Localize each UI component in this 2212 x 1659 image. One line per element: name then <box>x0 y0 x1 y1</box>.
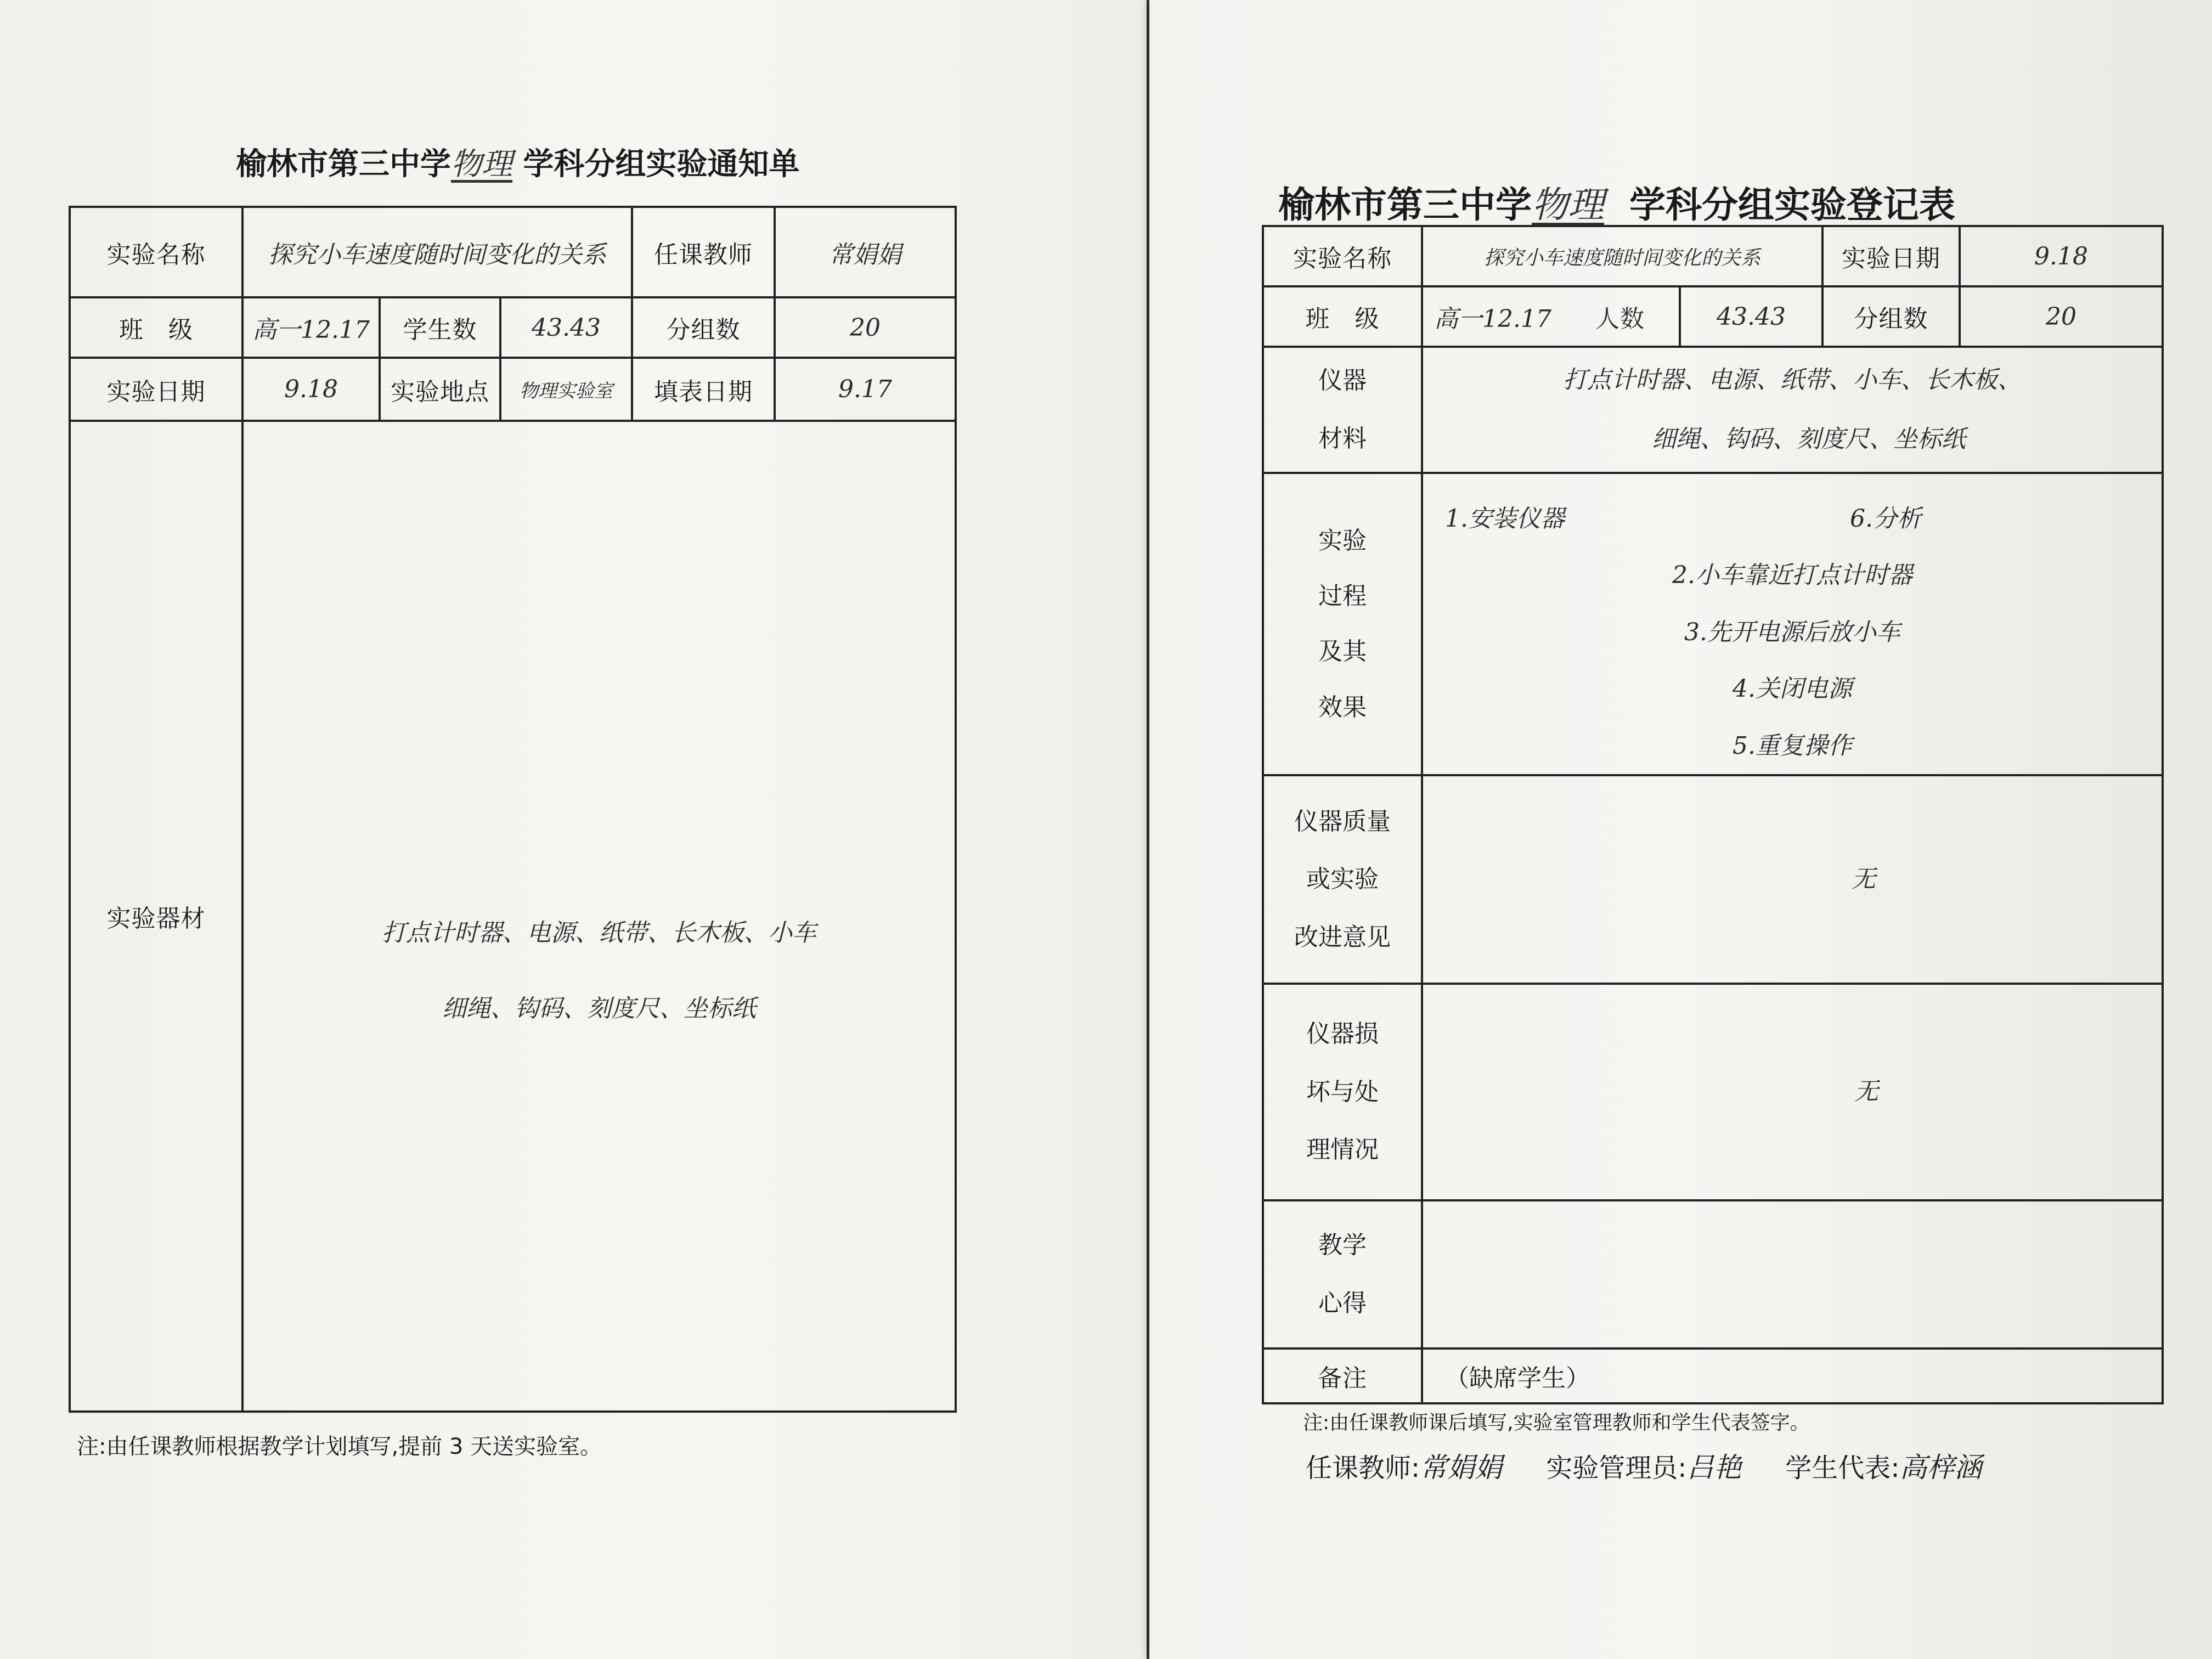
equipment-line-1: 打点计时器、电源、纸带、长木板、小车 <box>382 918 817 947</box>
label-materials-line-1: 仪器 <box>1318 366 1367 395</box>
value-teaching <box>1422 1200 2163 1348</box>
label-teaching-line-2: 心得 <box>1318 1289 1367 1317</box>
label-process-line-1: 实验 <box>1318 527 1367 555</box>
process-step-2: 2.小车靠近打点计时器 <box>1672 561 1912 590</box>
value-materials <box>1422 347 2163 473</box>
materials-line-2: 细绳、钩码、刻度尺、坐标纸 <box>1652 425 1966 453</box>
signature-student-label: 学生代表: <box>1785 1453 1900 1483</box>
process-step-3: 3.先开电源后放小车 <box>1684 618 1900 646</box>
label-damage-line-1: 仪器损 <box>1306 1020 1379 1048</box>
signature-admin-label: 实验管理员: <box>1546 1453 1687 1483</box>
title-school: 榆林市第三中学 <box>236 146 451 182</box>
label-students: 学生数 <box>380 297 500 358</box>
signature-teacher <box>1306 1446 1502 1485</box>
label-location: 实验地点 <box>380 358 500 421</box>
equipment-line-2: 细绳、钩码、刻度尺、坐标纸 <box>442 995 757 1023</box>
label-materials <box>1263 347 1422 473</box>
label-damage <box>1263 984 1422 1200</box>
label-groups: 分组数 <box>632 297 775 358</box>
notice-table <box>69 206 957 1413</box>
title-school: 榆林市第三中学 <box>1278 184 1532 226</box>
value-class <box>1422 286 1680 347</box>
label-exp-name: 实验名称 <box>1263 226 1422 286</box>
register-table <box>1262 225 2164 1404</box>
value-quality: 无 <box>1422 775 2163 984</box>
signature-admin-name: 吕艳 <box>1686 1452 1742 1483</box>
title-subject: 物理 <box>1532 184 1604 226</box>
signature-student-name: 高梓涵 <box>1899 1452 1982 1483</box>
label-remarks: 备注 <box>1263 1348 1422 1403</box>
value-exp-name: 探究小车速度随时间变化的关系 <box>242 207 632 297</box>
label-process-line-3: 及其 <box>1318 637 1367 666</box>
value-fill-date: 9.17 <box>775 358 956 421</box>
value-students: 43.43 <box>500 297 632 358</box>
value-groups: 20 <box>1960 286 2163 347</box>
value-equipment <box>242 421 956 1412</box>
label-class: 班 级 <box>1263 286 1422 347</box>
label-exp-date: 实验日期 <box>70 358 242 421</box>
value-damage: 无 <box>1422 984 2163 1200</box>
signature-student <box>1785 1446 1982 1485</box>
signature-admin <box>1546 1446 1741 1485</box>
label-quality <box>1263 775 1422 984</box>
label-groups: 分组数 <box>1822 286 1960 347</box>
label-process <box>1263 473 1422 775</box>
process-step-1: 1.安装仪器 <box>1445 505 1565 533</box>
title-form-name: 学科分组实验登记表 <box>1629 184 1955 226</box>
notice-title <box>236 140 800 184</box>
register-footnote: 注:由任课教师课后填写,实验室管理教师和学生代表签字。 <box>1303 1412 1810 1434</box>
materials-line-1: 打点计时器、电源、纸带、小车、长木板、 <box>1563 365 2022 394</box>
notice-footnote: 注:由任课教师根据教学计划填写,提前 3 天送实验室。 <box>77 1434 602 1459</box>
process-step-6: 6.分析 <box>1849 505 1921 533</box>
value-groups: 20 <box>775 297 956 358</box>
process-step-5: 5.重复操作 <box>1733 731 1852 760</box>
label-materials-line-2: 材料 <box>1318 425 1367 453</box>
label-exp-date: 实验日期 <box>1822 226 1960 286</box>
value-exp-date: 9.18 <box>1960 226 2163 286</box>
process-step-4: 4.关闭电源 <box>1733 675 1852 703</box>
label-teacher: 任课教师 <box>632 207 775 297</box>
value-process <box>1422 473 2163 775</box>
signature-teacher-label: 任课教师: <box>1306 1453 1420 1483</box>
signature-teacher-name: 常娟娟 <box>1420 1452 1503 1483</box>
label-quality-line-1: 仪器质量 <box>1294 807 1391 836</box>
signature-line <box>1306 1446 1982 1485</box>
value-location: 物理实验室 <box>500 358 632 421</box>
label-process-line-4: 效果 <box>1318 693 1367 721</box>
label-process-line-2: 过程 <box>1318 582 1367 611</box>
value-exp-name: 探究小车速度随时间变化的关系 <box>1422 226 1822 286</box>
label-people: 人数 <box>1595 305 1645 333</box>
register-title <box>1278 176 1955 228</box>
value-people: 43.43 <box>1680 286 1822 347</box>
label-quality-line-3: 改进意见 <box>1294 923 1391 951</box>
value-teacher: 常娟娟 <box>775 207 956 297</box>
label-exp-name: 实验名称 <box>70 207 242 297</box>
label-equipment: 实验器材 <box>70 421 242 1412</box>
value-class-text: 高一12.17 <box>1434 305 1551 333</box>
label-quality-line-2: 或实验 <box>1306 865 1379 894</box>
label-damage-line-2: 坏与处 <box>1306 1077 1379 1106</box>
value-class: 高一12.17 <box>242 297 380 358</box>
value-exp-date: 9.18 <box>242 358 380 421</box>
label-teaching-line-1: 教学 <box>1318 1231 1367 1260</box>
label-fill-date: 填表日期 <box>632 358 775 421</box>
label-class: 班 级 <box>70 297 242 358</box>
value-remarks: （缺席学生） <box>1422 1348 2163 1403</box>
label-damage-line-3: 理情况 <box>1306 1136 1379 1164</box>
title-form-name: 学科分组实验通知单 <box>523 146 800 182</box>
label-teaching <box>1263 1200 1422 1348</box>
title-subject: 物理 <box>451 146 512 182</box>
